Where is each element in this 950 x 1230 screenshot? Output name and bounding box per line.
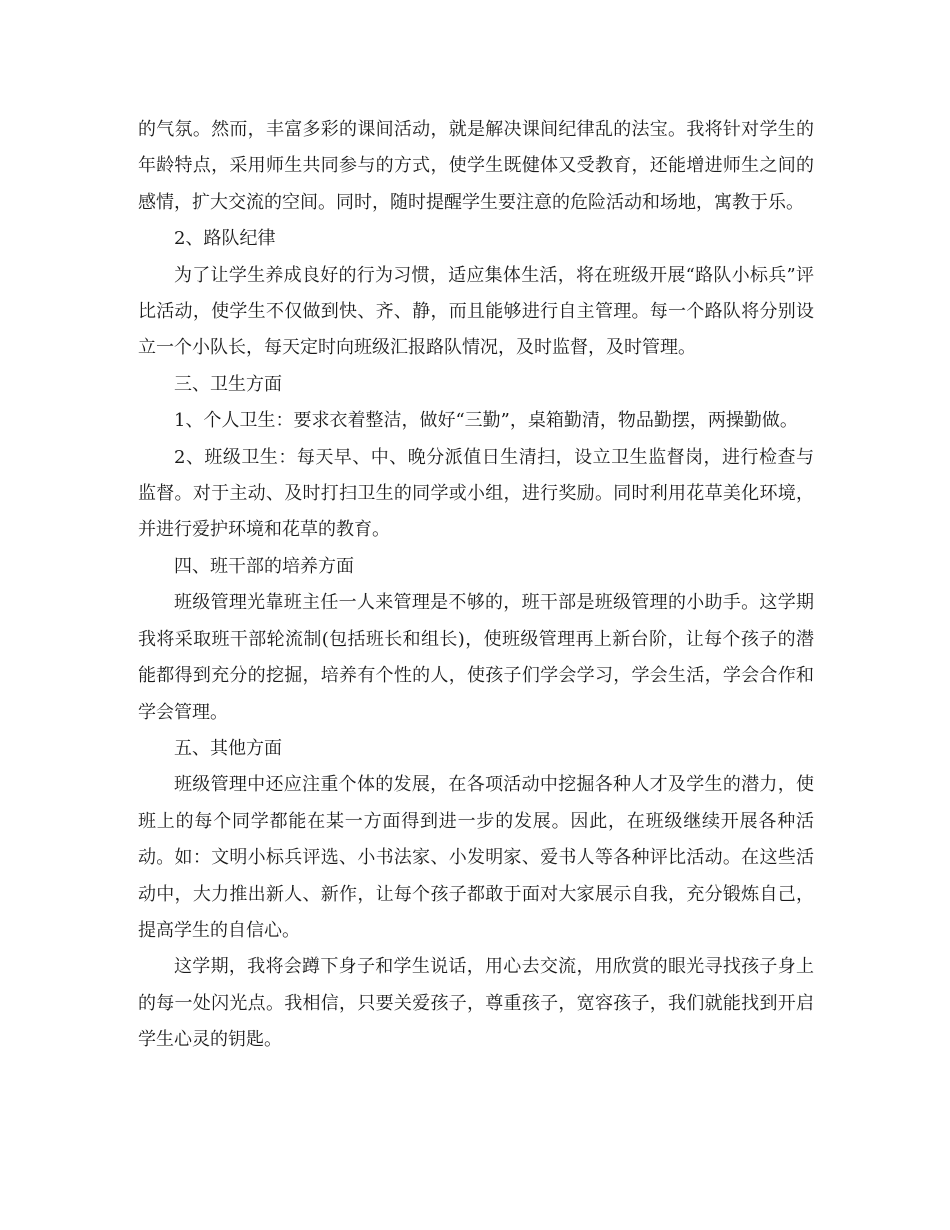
paragraph-class-hygiene: 2、班级卫生：每天早、中、晚分派值日生清扫，设立卫生监督岗，进行检查与监督。对于主动、及时打扫卫生的同学或小组，进行奖励。同时利用花草美化环境，并进行爱护环境和花草的教育。: [138, 446, 814, 541]
subheading-queue-discipline: 2、路队纪律: [174, 228, 276, 250]
paragraph-continuation: 的气氛。然而，丰富多彩的课间活动，就是解决课间纪律乱的法宝。我将针对学生的年龄特点，采用师生共同参与的方式，使学生既健体又受教育，还能增进师生之间的感情，扩大交流的空间。同时，随时提醒学生要注意的危险活动和场地，寓教于乐。: [138, 119, 814, 213]
section-heading-hygiene: 三、卫生方面: [174, 373, 282, 395]
paragraph-class-cadres: 班级管理光靠班主任一人来管理是不够的，班干部是班级管理的小助手。这学期我将采取班干部轮流制(包括班长和组长)，使班级管理再上新台阶，让每个孩子的潜能都得到充分的挖掘，培养有个性的人，使孩子们学会学习，学会生活，学会合作和学会管理。: [138, 592, 814, 723]
section-heading-class-cadres: 四、班干部的培养方面: [174, 555, 354, 577]
paragraph-personal-hygiene: 1、个人卫生：要求衣着整洁，做好“三勤”，桌箱勤清，物品勤摆，两操勤做。: [174, 410, 798, 432]
document-body: [138, 112, 814, 1059]
paragraph-queue-discipline: 为了让学生养成良好的行为习惯，适应集体生活，将在班级开展“路队小标兵”评比活动，使学生不仅做到快、齐、静，而且能够进行自主管理。每一个路队将分别设立一个小队长，每天定时向班级汇报路队情况，及时监督，及时管理。: [138, 264, 814, 359]
section-heading-other: 五、其他方面: [174, 737, 282, 759]
paragraph-individual-development: 班级管理中还应注重个体的发展，在各项活动中挖掘各种人才及学生的潜力，使班上的每个同学都能在某一方面得到进一步的发展。因此，在班级继续开展各种活动。如：文明小标兵评选、小书法家、小发明家、爱书人等各种评比活动。在这些活动中，大力推出新人、新作，让每个孩子都敢于面对大家展示自我，充分锻炼自己，提高学生的自信心。: [138, 774, 814, 941]
paragraph-closing: 这学期，我将会蹲下身子和学生说话，用心去交流，用欣赏的眼光寻找孩子身上的每一处闪光点。我相信，只要关爱孩子，尊重孩子，宽容孩子，我们就能找到开启学生心灵的钥匙。: [138, 956, 814, 1051]
